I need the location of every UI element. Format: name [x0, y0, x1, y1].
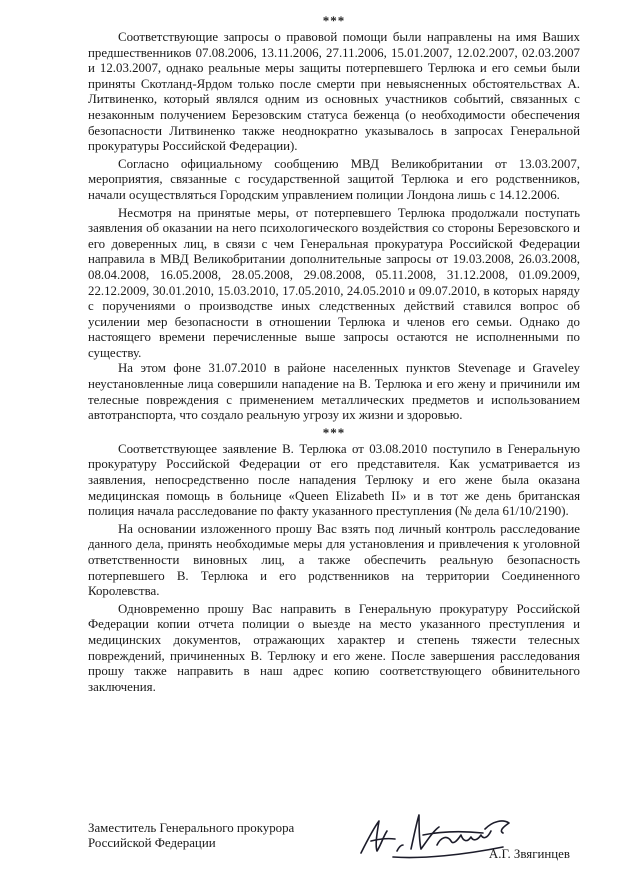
signatory-title-line-1: Заместитель Генерального прокурора — [88, 821, 295, 835]
signatory-name: А.Г. Звягинцев — [488, 847, 570, 861]
section-separator: *** — [322, 424, 346, 440]
signatory-title — [88, 821, 294, 851]
section-separator: *** — [322, 13, 346, 28]
paragraph-statement: Соответствующее заявление В. Терлюка от 03.08.2010 поступило в Генеральную прокуратуру Российской Федерации от его представителя. Как усматривается из заявления, непосредственно после нападения Терлюку и его жене была оказана медицинская помощь в больнице «Queen Elizabeth II» и в тот же день британская полиция начала расследование по факту указанного преступления (№ дела 61/10/2190). — [88, 441, 580, 519]
paragraph-uk-mvd-message: Согласно официальному сообщению МВД Великобритании от 13.03.2007, мероприятия, связанные с государственной защитой Терлюка и его родственников, начали осуществляться Городским управлением полиции Лондона лишь с 14.12.2006. — [88, 156, 580, 202]
paragraph-additional-requests: Несмотря на принятые меры, от потерпевшего Терлюка продолжали поступать заявления об оказании на него психологического воздействия со стороны Березовского и его доверенных лиц, в связи с чем Генеральная прокуратура Российской Федерации направила в МВД Великобритании дополнительные запросы от 19.03.2008, 26.03.2008, 08.04.2008, 16.05.2008, 28.05.2008, 29.08.2008, 05.11.2008, 31.12.2008, 01.09.2009, 22.12.2009, 30.01.2010, 15.03.2010, 17.05.2010, 24.05.2010 и 09.07.2010, в которых наряду с поручениями о производстве иных следственных действий ставился вопрос об усилении мер безопасности в отношении Терлюка и членов его семьи. Однако до настоящего времени перечисленные выше запросы остаются не исполненными по существу. — [88, 205, 580, 360]
paragraph-legal-requests: Соответствующие запросы о правовой помощи были направлены на имя Ваших предшественников 07.08.2006, 13.11.2006, 27.11.2006, 15.01.2007, 12.02.2007, 02.03.2007 и 12.03.2007, однако реальные меры защиты потерпевшего Терлюка и его семьи были приняты Скотланд-Ярдом только после смерти при невыясненных обстоятельствах А. Литвиненко, который являлся одним из основных участников событий, связанных с незаконным получением Березовским статуса беженца (о необходимости обеспечения безопасности Литвиненко также неоднократно указывалось в запросах Генеральной прокуратуры Российской Федерации). — [88, 30, 580, 154]
signatory-title-line-2: Российской Федерации — [88, 836, 216, 850]
paragraph-request-documents: Одновременно прошу Вас направить в Генеральную прокуратуру Российской Федерации копии отчета полиции о выезде на место указанного преступления и медицинских документов, отражающих характер и степень тяжести телесных повреждений, причиненных В. Терлюку и его жене. После завершения расследования прошу также направить в наш адрес копию соответствующего обвинительного заключения. — [88, 601, 580, 694]
paragraph-request-control: На основании изложенного прошу Вас взять под личный контроль расследование данного дела, принять необходимые меры для установления и привлечения к уголовной ответственности виновных лиц, а также обеспечить реальную безопасность потерпевшего В. Терлюка и его родственников на территории Соединенного Королевства. — [88, 521, 580, 599]
paragraph-attack: На этом фоне 31.07.2010 в районе населенных пунктов Stevenage и Graveley неустановленные лица совершили нападение на В. Терлюка и его жену и причинили им телесные повреждения с применением металлических предметов и использованием автотранспорта, что создало реальную угрозу их жизни и здоровью. — [88, 361, 580, 423]
signature-block — [88, 819, 580, 867]
